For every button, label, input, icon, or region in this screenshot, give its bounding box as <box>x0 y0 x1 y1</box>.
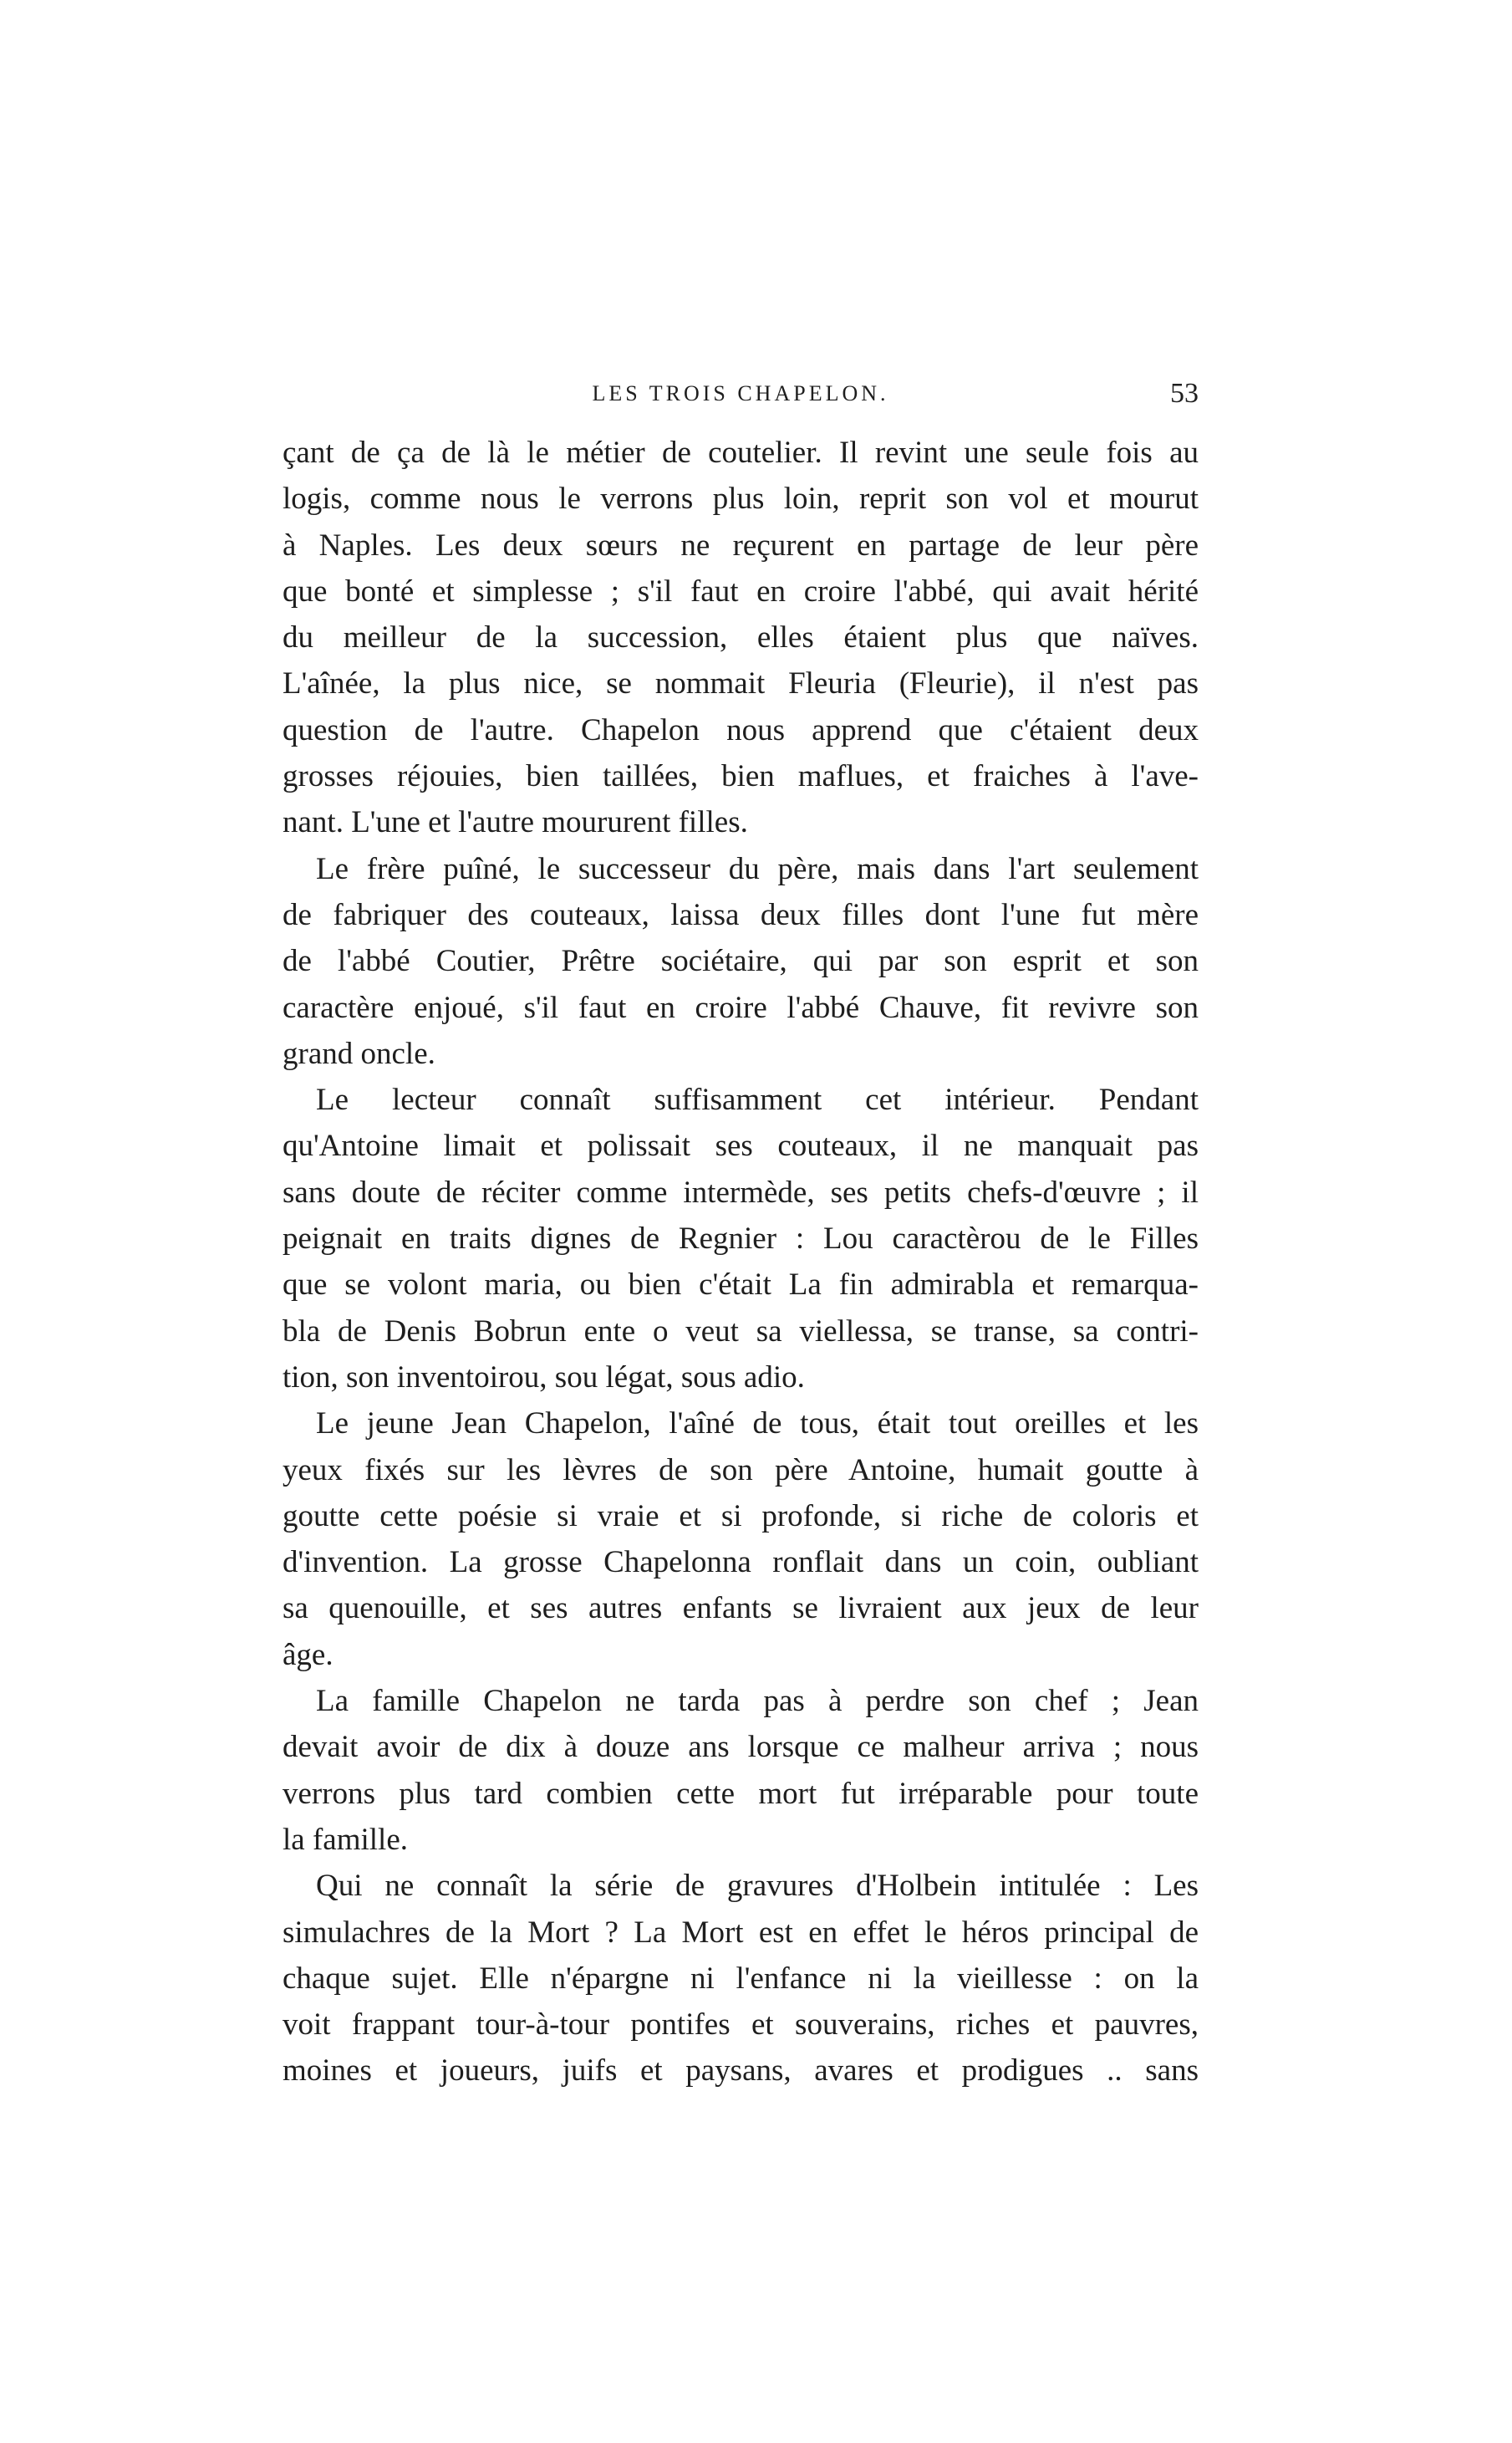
text-line: verrons plus tard combien cette mort fut irréparable pour toute <box>283 1776 1199 1811</box>
text-line: de l'abbé Coutier, Prêtre sociétaire, qui par son esprit et son <box>283 944 1199 979</box>
text-line: Le jeune Jean Chapelon, l'aîné de tous, était tout oreilles et les <box>316 1406 1199 1441</box>
text-line: grosses réjouies, bien taillées, bien maflues, et fraiches à l'ave- <box>283 759 1199 794</box>
paragraph <box>283 1400 1199 1678</box>
text-line: grand oncle. <box>283 1036 435 1071</box>
text-line: caractère enjoué, s'il faut en croire l'abbé Chauve, fit revivre son <box>283 990 1199 1025</box>
paragraph <box>283 1077 1199 1400</box>
text-line: peignait en traits dignes de Regnier : Lou caractèrou de le Filles <box>283 1222 1199 1257</box>
text-line: que se volont maria, ou bien c'était La fin admirabla et remarqua- <box>283 1267 1199 1303</box>
text-line: simulachres de la Mort ? La Mort est en effet le héros principal de <box>283 1915 1199 1950</box>
text-line: âge. <box>283 1637 333 1672</box>
text-line: chaque sujet. Elle n'épargne ni l'enfance ni la vieillesse : on la <box>283 1961 1199 1996</box>
text-line: sa quenouille, et ses autres enfants se livraient aux jeux de leur <box>283 1591 1199 1626</box>
body-text <box>283 430 1199 2094</box>
text-line: de fabriquer des couteaux, laissa deux filles dont l'une fut mère <box>283 897 1199 932</box>
paragraph <box>283 1678 1199 1863</box>
paragraph <box>283 430 1199 846</box>
text-line: du meilleur de la succession, elles étaient plus que naïves. <box>283 620 1199 655</box>
text-line: bla de Denis Bobrun ente o veut sa viellessa, se transe, sa contri- <box>283 1313 1199 1349</box>
page-number: 53 <box>1170 378 1199 409</box>
text-line: moines et joueurs, juifs et paysans, avares et prodigues .. sans <box>283 2053 1199 2089</box>
running-header <box>283 378 1199 418</box>
text-line: yeux fixés sur les lèvres de son père Antoine, humait goutte à <box>283 1452 1199 1487</box>
text-line: voit frappant tour-à-tour pontifes et souverains, riches et pauvres, <box>283 2007 1199 2043</box>
text-line: L'aînée, la plus nice, se nommait Fleuria (Fleurie), il n'est pas <box>283 666 1199 701</box>
text-line: çant de ça de là le métier de coutelier. Il revint une seule fois au <box>283 436 1199 470</box>
text-line: devait avoir de dix à douze ans lorsque ce malheur arriva ; nous <box>283 1730 1199 1765</box>
text-line: Le lecteur connaît suffisamment cet intérieur. Pendant <box>316 1083 1199 1118</box>
text-line: nant. L'une et l'autre moururent filles. <box>283 805 748 840</box>
text-line: d'invention. La grosse Chapelonna ronflait dans un coin, oubliant <box>283 1545 1199 1580</box>
text-line: tion, son inventoirou, sou légat, sous adio. <box>283 1359 805 1395</box>
text-line: Le frère puîné, le successeur du père, mais dans l'art seulement <box>316 851 1199 886</box>
text-line: la famille. <box>283 1822 408 1857</box>
text-line: sans doute de réciter comme intermède, ses petits chefs-d'œuvre ; il <box>283 1175 1199 1210</box>
text-line: Qui ne connaît la série de gravures d'Holbein intitulée : Les <box>316 1869 1199 1904</box>
paragraph <box>283 846 1199 1077</box>
text-line: La famille Chapelon ne tarda pas à perdre son chef ; Jean <box>316 1684 1199 1719</box>
text-line: question de l'autre. Chapelon nous apprend que c'étaient deux <box>283 712 1199 747</box>
text-line: que bonté et simplesse ; s'il faut en croire l'abbé, qui avait hérité <box>283 574 1199 609</box>
text-line: à Naples. Les deux sœurs ne reçurent en partage de leur père <box>283 528 1199 563</box>
text-line: qu'Antoine limait et polissait ses couteaux, il ne manquait pas <box>283 1129 1199 1164</box>
running-title: LES TROIS CHAPELON. <box>592 381 889 405</box>
text-line: goutte cette poésie si vraie et si profonde, si riche de coloris et <box>283 1498 1199 1533</box>
text-line: logis, comme nous le verrons plus loin, reprit son vol et mourut <box>283 482 1199 517</box>
paragraph <box>283 1863 1199 2094</box>
